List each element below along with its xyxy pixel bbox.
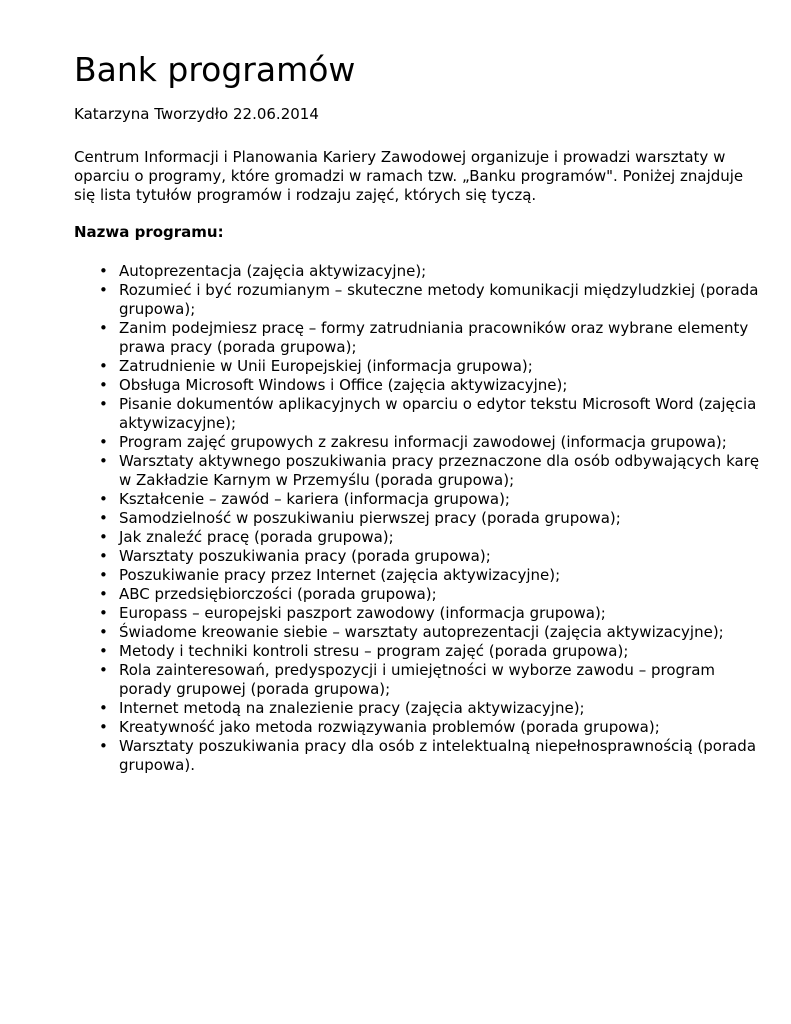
bullet-icon: •: [99, 642, 108, 660]
bullet-icon: •: [99, 623, 108, 641]
list-item: [99, 452, 764, 490]
program-title: Obsługa Microsoft Windows i Office (zajęcia aktywizacyjne);: [119, 376, 568, 394]
bullet-icon: •: [99, 737, 108, 755]
bullet-icon: •: [99, 357, 108, 375]
program-title: Poszukiwanie pracy przez Internet (zajęcia aktywizacyjne);: [119, 566, 561, 584]
bullet-icon: •: [99, 490, 108, 508]
list-item: [99, 718, 764, 737]
list-item: [99, 490, 764, 509]
bullet-icon: •: [99, 604, 108, 622]
list-item: [99, 642, 764, 661]
program-title: Warsztaty aktywnego poszukiwania pracy przeznaczone dla osób odbywających karę w Zakładzie Karnym w Przemyślu (porada grupowa);: [119, 452, 760, 489]
intro-paragraph: Centrum Informacji i Planowania Kariery Zawodowej organizuje i prowadzi warsztaty w oparciu o programy, które gromadzi w ramach tzw. „Banku programów". Poniżej znajduje się lista tytułów programów i rodzaju zajęć, których się tyczą.: [74, 148, 744, 204]
program-title: Kształcenie – zawód – kariera (informacja grupowa);: [119, 490, 510, 508]
list-item: [99, 585, 764, 604]
program-list: [74, 262, 764, 775]
program-title: Internet metodą na znalezienie pracy (zajęcia aktywizacyjne);: [119, 699, 585, 717]
bullet-icon: •: [99, 262, 108, 280]
page-title: Bank programów: [74, 50, 356, 89]
list-item: [99, 528, 764, 547]
program-title: Warsztaty poszukiwania pracy (porada grupowa);: [119, 547, 491, 565]
list-item: [99, 395, 764, 433]
program-title: Metody i techniki kontroli stresu – program zajęć (porada grupowa);: [119, 642, 629, 660]
list-item: [99, 604, 764, 623]
list-item: [99, 566, 764, 585]
bullet-icon: •: [99, 585, 108, 603]
bullet-icon: •: [99, 566, 108, 584]
list-item: [99, 547, 764, 566]
list-item: [99, 623, 764, 642]
list-item: [99, 737, 764, 775]
program-title: Rozumieć i być rozumianym – skuteczne metody komunikacji międzyludzkiej (porada grupowa);: [119, 281, 759, 318]
program-title: Świadome kreowanie siebie – warsztaty autoprezentacji (zajęcia aktywizacyjne);: [119, 623, 724, 641]
list-item: [99, 376, 764, 395]
program-title: Kreatywność jako metoda rozwiązywania problemów (porada grupowa);: [119, 718, 660, 736]
section-heading: Nazwa programu:: [74, 223, 224, 241]
program-title: Europass – europejski paszport zawodowy (informacja grupowa);: [119, 604, 606, 622]
list-item: [99, 262, 764, 281]
program-title: Pisanie dokumentów aplikacyjnych w oparciu o edytor tekstu Microsoft Word (zajęcia aktywizacyjne);: [119, 395, 757, 432]
bullet-icon: •: [99, 718, 108, 736]
list-item: [99, 357, 764, 376]
bullet-icon: •: [99, 661, 108, 679]
bullet-icon: •: [99, 376, 108, 394]
list-item: [99, 319, 764, 357]
program-title: Samodzielność w poszukiwaniu pierwszej pracy (porada grupowa);: [119, 509, 621, 527]
program-title: Jak znaleźć pracę (porada grupowa);: [119, 528, 394, 546]
list-item: [99, 699, 764, 718]
list-item: [99, 433, 764, 452]
bullet-icon: •: [99, 509, 108, 527]
bullet-icon: •: [99, 547, 108, 565]
program-title: Warsztaty poszukiwania pracy dla osób z intelektualną niepełnosprawnością (porada grupowa).: [119, 737, 757, 774]
bullet-icon: •: [99, 433, 108, 451]
program-title: Zanim podejmiesz pracę – formy zatrudniania pracowników oraz wybrane elementy prawa pracy (porada grupowa);: [119, 319, 749, 356]
list-item: [99, 661, 764, 699]
program-title: Rola zainteresowań, predyspozycji i umiejętności w wyborze zawodu – program porady grupowej (porada grupowa);: [119, 661, 715, 698]
program-title: Zatrudnienie w Unii Europejskiej (informacja grupowa);: [119, 357, 533, 375]
bullet-icon: •: [99, 528, 108, 546]
list-item: [99, 509, 764, 528]
bullet-icon: •: [99, 699, 108, 717]
list-item: [99, 281, 764, 319]
bullet-icon: •: [99, 281, 108, 299]
bullet-icon: •: [99, 319, 108, 337]
bullet-icon: •: [99, 395, 108, 413]
program-title: Autoprezentacja (zajęcia aktywizacyjne);: [119, 262, 427, 280]
document-page: [74, 50, 764, 775]
program-title: ABC przedsiębiorczości (porada grupowa);: [119, 585, 437, 603]
program-title: Program zajęć grupowych z zakresu informacji zawodowej (informacja grupowa);: [119, 433, 727, 451]
bullet-icon: •: [99, 452, 108, 470]
author-date: Katarzyna Tworzydło 22.06.2014: [74, 105, 319, 123]
